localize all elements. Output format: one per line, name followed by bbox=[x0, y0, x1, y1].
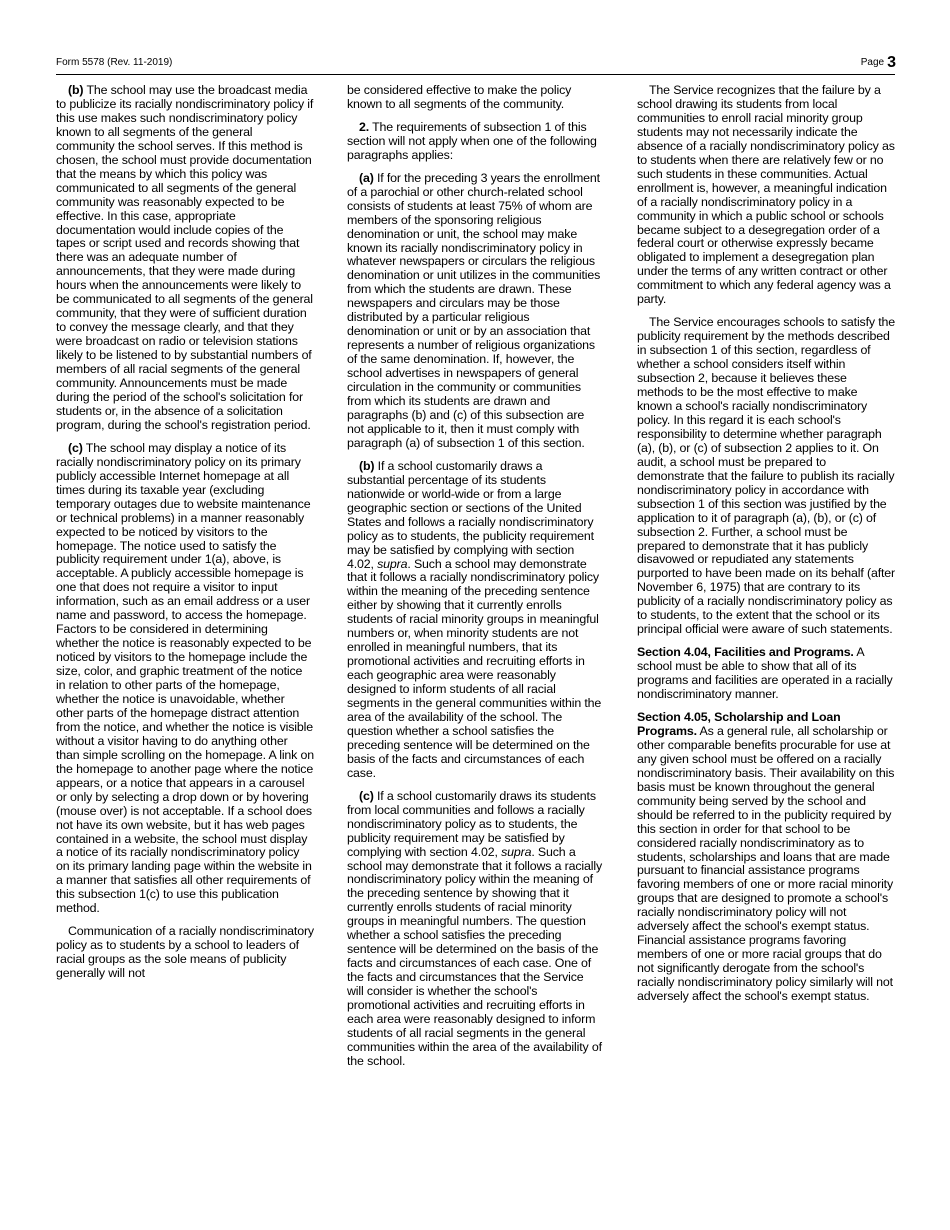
paragraph-text: If a school customarily draws a substantial percentage of its students nationwide or world-wide or from a large geographic section or sections of the United States and follows a racially nondiscriminatory policy as to students, the publicity requirement may be satisfied by complying with section 4.02, bbox=[347, 458, 594, 571]
section-4-04 bbox=[637, 646, 895, 702]
paragraph-text: . Such a school may demonstrate that it follows a racially nondiscriminatory policy within the meaning of the preceding sentence either by showing that it currently enrolls students of racial minority groups in meaningful numbers or, when minority students are not enrolled in meaningful numbers, that its promotional activities and recruiting efforts in each geographic area were reasonably designed to inform students of all racial segments in the general communities within the area of the availability of the school. The question whether a school satisfies the preceding sentence will be determined on the basis of the facts and circumstances of each case. bbox=[347, 556, 602, 780]
supra-italic: supra bbox=[377, 556, 408, 571]
paragraph-communication bbox=[56, 925, 314, 981]
paragraph-2 bbox=[347, 121, 603, 163]
column-middle bbox=[347, 84, 603, 1078]
paragraph-text: The Service encourages schools to satisfy the publicity requirement by the methods described in subsection 1 of this section, regardless of whether a school considers itself within subsection 2, because it believes these methods to be the most effective to make known a school's racially nondiscriminatory policy. In this regard it is each school's responsibility to determine whether paragraph (a), (b), or (c) of subsection 2 applies to it. On audit, a school must be prepared to demonstrate that the failure to publish its racially nondiscriminatory policy in accordance with subsection 1 of this section was justified by the application to it of paragraph (a), (b), or (c) of subsection 2. Further, a school must be prepared to demonstrate that it has publicly disavowed or repudiated any statements purported to have been made on its behalf (after November 6, 1975) that are contrary to its publicity of a racially nondiscriminatory policy as to students, to the extent that the school or its principal official were aware of such statements. bbox=[637, 315, 896, 637]
form-identifier: Form 5578 (Rev. 11-2019) bbox=[56, 57, 173, 68]
section-heading: Section 4.04, Facilities and Programs. bbox=[637, 645, 854, 660]
paragraph-text: be considered effective to make the policy known to all segments of the community. bbox=[347, 83, 572, 111]
paragraph-label: (c) bbox=[359, 788, 374, 803]
page-label: Page bbox=[860, 57, 885, 68]
paragraph-label: 2. bbox=[359, 119, 370, 134]
paragraph-text: . Such a school may demonstrate that it follows a racially nondiscriminatory policy within the meaning of the preceding sentence by showing that it currently enrolls students of racial minority groups in meaningful numbers. The question whether a school satisfies the preceding sentence will be determined on the basis of the facts and circumstances of each case. One of the facts and circumstances that the Service will consider is whether the school's promotional activities and recruiting efforts in each area were reasonably designed to inform students of all racial segments in the general communities within the area of the availability of the school. bbox=[347, 844, 603, 1068]
section-heading: Section 4.05, Scholarship and Loan Programs. bbox=[637, 709, 841, 738]
paragraph-text: If for the preceding 3 years the enrollment of a parochial or other church-related school consists of students at least 75% of whom are members of the sponsoring religious denomination or unit, the school may make known its racially nondiscriminatory policy in whatever newspapers or circulars the religious denomination or unit utilizes in the communities from which the students are drawn. These newspapers and circulars may be those distributed by a particular religious denomination or unit or by an association that represents a number of religious organizations of the same denomination. If, however, the school advertises in newspapers of general circulation in the community or communities from which its students are drawn and paragraphs (b) and (c) of this subsection are not applicable to it, then it must comply with paragraph (a) of subsection 1 of this section. bbox=[347, 170, 601, 450]
paragraph-2a bbox=[347, 172, 603, 451]
paragraph-label: (b) bbox=[359, 458, 375, 473]
section-4-05 bbox=[637, 711, 895, 1004]
column-left bbox=[56, 84, 314, 990]
paragraph-text: The Service recognizes that the failure by a school drawing its students from local communities to enroll racial minority group students may not necessarily indicate the absence of a racially nondiscriminatory policy as to students when there are relatively few or no such students in these communities. Actual enrollment is, however, a meaningful indication of a racially nondiscriminatory policy in a community in which a public school or schools became subject to a desegregation order of a federal court or otherwise expressly became obligated to implement a desegregation plan under the terms of any written contract or other commitment to which any federal agency was a party. bbox=[637, 83, 895, 307]
column-right bbox=[637, 84, 895, 1013]
paragraph-text: The school may use the broadcast media to publicize its racially nondiscriminatory policy if this use makes such nondiscriminatory policy known to all segments of the general community the school serves. If this method is chosen, the school must provide documentation that the means by which this policy was communicated to all segments of the general community was reasonably expected to be effective. In this case, appropriate documentation would include copies of the tapes or script used and records showing that there was an adequate number of announcements, that they were made during hours when the announcements were likely to be communicated to all segments of the general community, that they were of sufficient duration to convey the message clearly, and that they were broadcast on radio or television stations likely to be listened to by substantial numbers of members of all racial segments of the general community. Announcements must be made during the period of the school's solicitation for students or, in the absence of a solicitation program, during the school's registration period. bbox=[56, 83, 314, 432]
paragraph-text: Communication of a racially nondiscriminatory policy as to students by a school to leaders of racial groups as the sole means of publicity generally will not bbox=[56, 924, 314, 981]
paragraph-service-encourages bbox=[637, 316, 895, 637]
paragraph-label: (b) bbox=[68, 83, 84, 97]
paragraph-label: (a) bbox=[359, 170, 374, 185]
paragraph-1b bbox=[56, 84, 314, 433]
paragraph-2b bbox=[347, 460, 603, 781]
paragraph-text: If a school customarily draws its students from local communities and follows a racially nondiscriminatory policy as to students, the publicity requirement may be satisfied by complying with section 4.02, bbox=[347, 788, 596, 859]
page-indicator bbox=[861, 54, 896, 72]
paragraph-text: As a general rule, all scholarship or other comparable benefits procurable for use at any given school must be offered on a racially nondiscriminatory basis. Their availability on this basis must be known throughout the general community being served by the school and should be referred to in the publicity required by this section in order for that school to be considered racially nondiscriminatory as to students, scholarships and loans that are made pursuant to financial assistance programs favoring members of one or more racial minority groups that are designed to promote a school's racially nondiscriminatory policy will not adversely affect the school's exempt status. Financial assistance programs favoring members of one or more racial groups that do not significantly derogate from the school's racially nondiscriminatory policy similarly will not adversely affect the school's exempt status. bbox=[637, 723, 895, 1004]
paragraph-continued bbox=[347, 84, 603, 112]
paragraph-text: The requirements of subsection 1 of this section will not apply when one of the following paragraphs applies: bbox=[347, 119, 597, 162]
page-header bbox=[56, 54, 896, 72]
paragraph-text: A school must be able to show that all of its programs and facilities are operated in a racially nondiscriminatory manner. bbox=[637, 645, 893, 702]
header-divider bbox=[56, 74, 895, 75]
supra-italic: supra bbox=[501, 844, 532, 859]
paragraph-service-recognizes bbox=[637, 84, 895, 307]
paragraph-1c bbox=[56, 442, 314, 916]
paragraph-text: The school may display a notice of its racially nondiscriminatory policy on its primary publicly accessible Internet homepage at all times during its taxable year (excluding temporary outages due to website maintenance or technical problems) in a manner reasonably expected to be noticed by visitors to the homepage. The notice used to satisfy the publicity requirement under 1(a), above, is acceptable. A publicly accessible homepage is one that does not require a visitor to input information, such as an email address or a user name and password, to access the homepage. Factors to be considered in determining whether the notice is reasonably expected to be noticed by visitors to the homepage include the size, color, and graphic treatment of the notice in relation to other parts of the homepage, whether the notice is unavoidable, whether other parts of the homepage distract attention from the notice, and whether the notice is visible without a visitor having to do anything other than simple scrolling on the homepage. A link on the homepage to another page where the notice appears, or a notice that appears in a carousel or only by selecting a drop down or by hovering (mouse over) is not acceptable. If a school does not have its own website, but it has web pages contained in a website, the school must display a notice of its racially nondiscriminatory policy on its primary landing page within the website in a manner that satisfies all other requirements of this subsection 1(c) to use this publication method. bbox=[56, 440, 314, 916]
paragraph-2c bbox=[347, 790, 603, 1069]
page-number: 3 bbox=[887, 54, 896, 71]
paragraph-label: (c) bbox=[68, 440, 83, 455]
